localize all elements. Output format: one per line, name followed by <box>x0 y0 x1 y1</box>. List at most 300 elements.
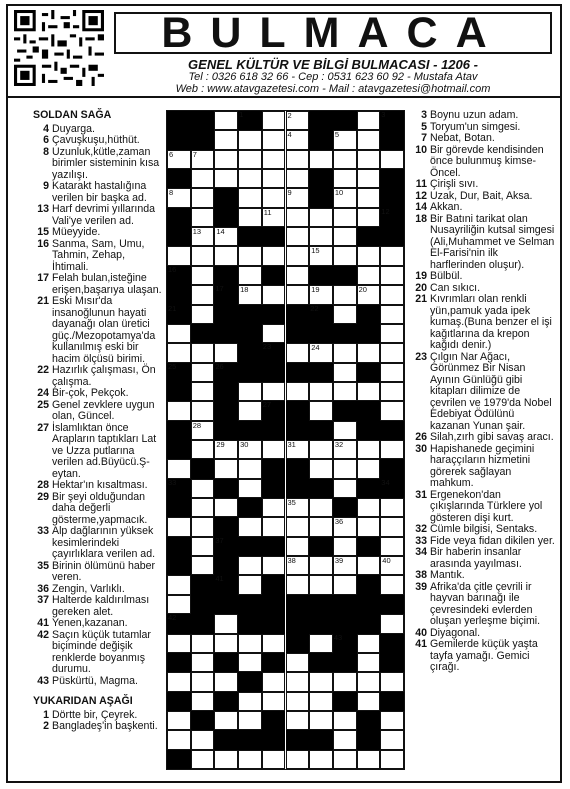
grid-cell[interactable] <box>286 440 310 459</box>
grid-cell[interactable] <box>309 517 333 536</box>
grid-cell[interactable] <box>262 440 286 459</box>
grid-cell[interactable] <box>286 188 310 207</box>
grid-black-cell <box>191 575 215 594</box>
grid-cell[interactable] <box>309 440 333 459</box>
grid-cell[interactable] <box>286 750 310 769</box>
grid-black-cell <box>262 537 286 556</box>
clue-number: 13 <box>37 203 49 215</box>
clue-item <box>33 181 163 204</box>
grid-cell[interactable] <box>262 672 286 691</box>
cell-number: 21 <box>168 303 177 313</box>
clue-text: Alp dağlarının yüksek kesimlerindeki çayırlıklara verilen ad. <box>52 525 156 560</box>
clue-text: Akkan. <box>430 201 463 213</box>
grid-cell[interactable] <box>380 246 404 265</box>
clue-text: Hazırlık çalışması, Ön çalışma. <box>52 364 156 388</box>
grid-cell[interactable] <box>238 208 262 227</box>
cell-number: 7 <box>192 149 197 159</box>
grid-black-cell <box>214 188 238 207</box>
grid-cell[interactable] <box>333 421 357 440</box>
grid-cell[interactable] <box>286 150 310 169</box>
grid-cell[interactable] <box>309 382 333 401</box>
grid-cell[interactable] <box>380 285 404 304</box>
crossword-grid <box>166 110 405 770</box>
grid-cell[interactable] <box>262 750 286 769</box>
grid-cell[interactable] <box>238 150 262 169</box>
clue-item <box>411 432 556 444</box>
grid-cell[interactable] <box>380 324 404 343</box>
grid-cell[interactable] <box>214 498 238 517</box>
grid-cell[interactable] <box>238 130 262 149</box>
grid-cell[interactable] <box>357 343 381 362</box>
grid-cell[interactable] <box>167 711 191 730</box>
grid-cell[interactable] <box>333 711 357 730</box>
grid-cell[interactable] <box>262 150 286 169</box>
grid-cell[interactable] <box>333 363 357 382</box>
grid-cell[interactable] <box>333 479 357 498</box>
grid-cell[interactable] <box>380 556 404 575</box>
grid-cell[interactable] <box>262 285 286 304</box>
grid-cell[interactable] <box>214 343 238 362</box>
grid-cell[interactable] <box>286 285 310 304</box>
grid-cell[interactable] <box>238 382 262 401</box>
grid-cell[interactable] <box>191 556 215 575</box>
grid-cell[interactable] <box>214 246 238 265</box>
clue-number: 33 <box>37 525 49 537</box>
grid-cell[interactable] <box>357 517 381 536</box>
grid-cell[interactable] <box>357 246 381 265</box>
grid-cell[interactable] <box>380 711 404 730</box>
grid-cell[interactable] <box>191 479 215 498</box>
grid-cell[interactable] <box>214 614 238 633</box>
grid-cell[interactable] <box>191 305 215 324</box>
grid-cell[interactable] <box>238 479 262 498</box>
grid-cell[interactable] <box>380 343 404 362</box>
grid-cell[interactable] <box>214 169 238 188</box>
grid-black-cell <box>309 266 333 285</box>
grid-black-cell <box>309 421 333 440</box>
grid-cell[interactable] <box>191 401 215 420</box>
clue-number: 43 <box>37 674 49 687</box>
grid-cell[interactable] <box>238 634 262 653</box>
grid-cell[interactable] <box>167 150 191 169</box>
grid-cell[interactable] <box>191 150 215 169</box>
grid-cell[interactable] <box>309 401 333 420</box>
grid-black-cell <box>167 266 191 285</box>
clue-text: Ergenekon'dan çıkışlarında Türklere yol gösteren dişi kurt. <box>430 488 543 524</box>
clue-item <box>411 145 556 180</box>
clue-number: 40 <box>415 626 427 639</box>
grid-cell[interactable] <box>380 614 404 633</box>
grid-cell[interactable] <box>191 246 215 265</box>
grid-cell[interactable] <box>191 537 215 556</box>
grid-cell[interactable] <box>262 692 286 711</box>
grid-cell[interactable] <box>333 285 357 304</box>
page-title: BULMACA <box>161 8 505 57</box>
grid-cell[interactable] <box>309 285 333 304</box>
grid-cell[interactable] <box>357 150 381 169</box>
grid-cell[interactable] <box>167 246 191 265</box>
grid-cell[interactable] <box>262 556 286 575</box>
grid-cell[interactable] <box>333 130 357 149</box>
grid-cell[interactable] <box>214 130 238 149</box>
clue-text: Eski Mısır'da insanoğlunun hayati dayanağı olan üretici güç./Mezopotamya'da kullanılmış eski bir hacim ölçüsü birimi. <box>52 295 156 365</box>
grid-cell[interactable] <box>262 382 286 401</box>
grid-black-cell <box>309 111 333 130</box>
grid-cell[interactable] <box>191 498 215 517</box>
grid-black-cell <box>214 575 238 594</box>
grid-cell[interactable] <box>357 692 381 711</box>
qr-code-icon <box>14 10 104 86</box>
grid-cell[interactable] <box>380 672 404 691</box>
grid-cell[interactable] <box>238 653 262 672</box>
clue-item <box>33 595 163 618</box>
grid-cell[interactable] <box>286 498 310 517</box>
grid-cell[interactable] <box>309 227 333 246</box>
right-clue-column <box>411 110 556 674</box>
grid-cell[interactable] <box>191 517 215 536</box>
grid-cell[interactable] <box>380 382 404 401</box>
grid-cell[interactable] <box>333 382 357 401</box>
clue-text: Zengin, Varlıklı. <box>52 582 125 595</box>
grid-cell[interactable] <box>380 575 404 594</box>
grid-cell[interactable] <box>167 401 191 420</box>
grid-black-cell <box>380 479 404 498</box>
grid-black-cell <box>167 537 191 556</box>
grid-cell[interactable] <box>191 208 215 227</box>
grid-black-cell <box>167 305 191 324</box>
grid-cell[interactable] <box>286 556 310 575</box>
clue-item <box>411 294 556 352</box>
grid-cell[interactable] <box>309 556 333 575</box>
grid-black-cell <box>191 111 215 130</box>
grid-cell[interactable] <box>286 382 310 401</box>
grid-black-cell <box>214 363 238 382</box>
grid-cell[interactable] <box>214 111 238 130</box>
grid-cell[interactable] <box>309 208 333 227</box>
grid-cell[interactable] <box>214 440 238 459</box>
grid-cell[interactable] <box>214 227 238 246</box>
grid-cell[interactable] <box>262 498 286 517</box>
clue-number: 22 <box>37 364 49 376</box>
grid-cell[interactable] <box>309 634 333 653</box>
grid-cell[interactable] <box>191 692 215 711</box>
grid-cell[interactable] <box>167 517 191 536</box>
grid-cell[interactable] <box>333 227 357 246</box>
grid-cell[interactable] <box>167 634 191 653</box>
grid-cell[interactable] <box>286 169 310 188</box>
grid-cell[interactable] <box>309 575 333 594</box>
grid-black-cell <box>357 363 381 382</box>
grid-cell[interactable] <box>380 401 404 420</box>
clue-number: 16 <box>37 237 49 250</box>
clue-item <box>33 721 163 733</box>
clue-text: Çılgın Nar Ağacı, Görünmez Bir Nisan Ayının Günlüğü gibi kitapları dilimize de çevrilen ve 1979'da Nobel Edebiyat Ödülünü kazanan Yunan şair. <box>430 350 552 432</box>
grid-black-cell <box>167 208 191 227</box>
grid-cell[interactable] <box>333 730 357 749</box>
grid-cell[interactable] <box>309 246 333 265</box>
grid-cell[interactable] <box>214 150 238 169</box>
grid-cell[interactable] <box>309 672 333 691</box>
clue-text: İslamlıktan önce Arapların taptıkları Lat ve Uzza putlarına verilen ad.Büyücü.Ş-eytan. <box>52 421 157 480</box>
grid-cell[interactable] <box>309 692 333 711</box>
grid-cell[interactable] <box>191 421 215 440</box>
grid-cell[interactable] <box>191 653 215 672</box>
grid-cell[interactable] <box>333 537 357 556</box>
grid-cell[interactable] <box>167 343 191 362</box>
grid-cell[interactable] <box>214 750 238 769</box>
grid-cell[interactable] <box>191 266 215 285</box>
grid-cell[interactable] <box>357 672 381 691</box>
grid-cell[interactable] <box>380 305 404 324</box>
grid-cell[interactable] <box>214 672 238 691</box>
grid-black-cell <box>309 130 333 149</box>
grid-cell[interactable] <box>167 595 191 614</box>
grid-black-cell <box>286 595 310 614</box>
clue-text: Afrika'da çitle çevrili ir hayvan barınağı ile çevresindeki evlerden oluşan yerleşme biçimi. <box>430 580 541 627</box>
grid-cell[interactable] <box>357 498 381 517</box>
grid-cell[interactable] <box>191 672 215 691</box>
grid-cell[interactable] <box>357 130 381 149</box>
grid-cell[interactable] <box>167 575 191 594</box>
grid-black-cell <box>238 730 262 749</box>
grid-cell[interactable] <box>262 517 286 536</box>
grid-cell[interactable] <box>380 517 404 536</box>
grid-cell[interactable] <box>333 672 357 691</box>
grid-black-cell <box>309 169 333 188</box>
cell-number: 13 <box>192 227 202 237</box>
grid-cell[interactable] <box>191 188 215 207</box>
grid-black-cell <box>309 730 333 749</box>
grid-cell[interactable] <box>380 537 404 556</box>
grid-black-cell <box>214 285 238 304</box>
grid-black-cell <box>309 595 333 614</box>
grid-cell[interactable] <box>309 150 333 169</box>
grid-cell[interactable] <box>357 556 381 575</box>
grid-cell[interactable] <box>380 150 404 169</box>
grid-black-cell <box>309 324 333 343</box>
grid-cell[interactable] <box>286 517 310 536</box>
grid-black-cell <box>262 343 286 362</box>
grid-cell[interactable] <box>357 111 381 130</box>
grid-cell[interactable] <box>214 711 238 730</box>
grid-cell[interactable] <box>167 672 191 691</box>
grid-cell[interactable] <box>309 343 333 362</box>
grid-black-cell <box>333 401 357 420</box>
grid-cell[interactable] <box>167 730 191 749</box>
grid-cell[interactable] <box>238 401 262 420</box>
grid-cell[interactable] <box>262 111 286 130</box>
grid-cell[interactable] <box>238 517 262 536</box>
grid-cell[interactable] <box>357 440 381 459</box>
grid-cell[interactable] <box>333 305 357 324</box>
grid-cell[interactable] <box>214 459 238 478</box>
grid-cell[interactable] <box>238 575 262 594</box>
grid-cell[interactable] <box>357 188 381 207</box>
grid-cell[interactable] <box>238 440 262 459</box>
grid-black-cell <box>333 266 357 285</box>
clue-item <box>33 630 163 676</box>
grid-cell[interactable] <box>191 363 215 382</box>
clue-text: Çirişli sıvı. <box>430 178 479 190</box>
grid-cell[interactable] <box>191 440 215 459</box>
cell-number: 15 <box>311 246 320 256</box>
grid-cell[interactable] <box>262 169 286 188</box>
grid-black-cell <box>238 324 262 343</box>
grid-black-cell <box>357 711 381 730</box>
grid-cell[interactable] <box>333 459 357 478</box>
grid-cell[interactable] <box>333 556 357 575</box>
grid-cell[interactable] <box>286 266 310 285</box>
grid-cell[interactable] <box>357 750 381 769</box>
grid-cell[interactable] <box>191 169 215 188</box>
grid-cell[interactable] <box>380 730 404 749</box>
grid-cell[interactable] <box>357 634 381 653</box>
grid-cell[interactable] <box>167 324 191 343</box>
grid-cell[interactable] <box>191 634 215 653</box>
grid-cell[interactable] <box>286 692 310 711</box>
grid-cell[interactable] <box>191 285 215 304</box>
clue-number: 17 <box>37 272 49 284</box>
grid-cell[interactable] <box>380 498 404 517</box>
grid-black-cell <box>214 266 238 285</box>
grid-cell[interactable] <box>167 188 191 207</box>
grid-cell[interactable] <box>309 498 333 517</box>
grid-cell[interactable] <box>286 246 310 265</box>
grid-cell[interactable] <box>333 575 357 594</box>
grid-cell[interactable] <box>286 130 310 149</box>
grid-cell[interactable] <box>262 246 286 265</box>
clue-text: Harf devrimi yıllarında Vali'ye verilen ad. <box>52 203 156 227</box>
grid-cell[interactable] <box>238 285 262 304</box>
cell-number: 17 <box>215 284 224 294</box>
grid-cell[interactable] <box>286 653 310 672</box>
grid-cell[interactable] <box>286 111 310 130</box>
clue-text: Bir Batıni tarikat olan Nusayriliğin kutsal simgesi (Ali,Muhammet ve Selman El-Farisi'nin ilk harflerinden oluşur). <box>430 212 555 271</box>
grid-black-cell <box>238 595 262 614</box>
grid-cell[interactable] <box>380 266 404 285</box>
clue-number: 15 <box>37 226 49 238</box>
clue-text: Bir haberin insanlar arasında yayılması. <box>430 546 522 570</box>
grid-cell[interactable] <box>238 266 262 285</box>
grid-cell[interactable] <box>333 750 357 769</box>
cell-number: 34 <box>381 477 390 487</box>
grid-cell[interactable] <box>333 188 357 207</box>
grid-cell[interactable] <box>357 266 381 285</box>
grid-cell[interactable] <box>357 653 381 672</box>
grid-black-cell <box>286 363 310 382</box>
grid-black-cell <box>214 479 238 498</box>
grid-cell[interactable] <box>238 188 262 207</box>
grid-cell[interactable] <box>262 130 286 149</box>
grid-black-cell <box>167 750 191 769</box>
grid-cell[interactable] <box>262 634 286 653</box>
grid-cell[interactable] <box>333 440 357 459</box>
grid-cell[interactable] <box>286 672 310 691</box>
grid-cell[interactable] <box>380 440 404 459</box>
clue-number: 1 <box>43 708 49 721</box>
grid-cell[interactable] <box>191 750 215 769</box>
clue-text: Kıvrımları olan renkli yün,pamuk yada ipek kumaş.(Buna benzer el işi kağıtlarına da krepon kağıdı denir.) <box>430 293 552 351</box>
clue-number: 39 <box>415 580 427 593</box>
clue-number: 19 <box>415 270 427 282</box>
grid-cell[interactable] <box>357 285 381 304</box>
grid-cell[interactable] <box>357 459 381 478</box>
grid-cell[interactable] <box>238 750 262 769</box>
grid-cell[interactable] <box>333 150 357 169</box>
grid-cell[interactable] <box>214 634 238 653</box>
cell-number: 18 <box>240 285 249 295</box>
grid-black-cell <box>214 517 238 536</box>
grid-cell[interactable] <box>286 227 310 246</box>
clue-text: Hektar'ın kısaltması. <box>52 479 148 491</box>
grid-cell[interactable] <box>238 246 262 265</box>
clue-number: 11 <box>415 178 427 190</box>
clue-text: Cümle bilgisi, Sentaks. <box>430 523 538 535</box>
grid-cell[interactable] <box>333 169 357 188</box>
grid-black-cell <box>167 363 191 382</box>
grid-cell[interactable] <box>191 227 215 246</box>
grid-cell[interactable] <box>238 556 262 575</box>
grid-black-cell <box>333 692 357 711</box>
grid-cell[interactable] <box>238 459 262 478</box>
grid-cell[interactable] <box>191 730 215 749</box>
grid-black-cell <box>262 730 286 749</box>
grid-cell[interactable] <box>357 169 381 188</box>
grid-cell[interactable] <box>167 459 191 478</box>
down-clue-list-left <box>33 710 163 733</box>
cell-number: 12 <box>381 206 390 216</box>
grid-cell[interactable] <box>286 537 310 556</box>
grid-cell[interactable] <box>262 324 286 343</box>
grid-cell[interactable] <box>262 188 286 207</box>
grid-cell[interactable] <box>191 343 215 362</box>
grid-cell[interactable] <box>309 711 333 730</box>
grid-cell[interactable] <box>357 382 381 401</box>
grid-cell[interactable] <box>238 169 262 188</box>
grid-cell[interactable] <box>380 750 404 769</box>
clue-text: Bir-çok, Pekçok. <box>52 387 129 399</box>
grid-cell[interactable] <box>333 208 357 227</box>
clue-item <box>411 271 556 283</box>
grid-cell[interactable] <box>191 382 215 401</box>
grid-black-cell <box>333 595 357 614</box>
clue-text: Uzunluk,kütle,zaman birimler sisteminin kısa yazılışı. <box>52 145 160 181</box>
grid-cell[interactable] <box>286 208 310 227</box>
grid-cell[interactable] <box>333 343 357 362</box>
grid-cell[interactable] <box>238 692 262 711</box>
grid-cell[interactable] <box>262 208 286 227</box>
grid-cell[interactable] <box>333 246 357 265</box>
grid-cell[interactable] <box>238 711 262 730</box>
clue-number: 41 <box>37 617 49 629</box>
grid-cell[interactable] <box>380 363 404 382</box>
grid-cell[interactable] <box>286 343 310 362</box>
grid-cell[interactable] <box>309 459 333 478</box>
title-box <box>114 8 552 57</box>
grid-black-cell <box>214 595 238 614</box>
grid-black-cell <box>238 498 262 517</box>
clue-item <box>411 547 556 570</box>
clue-text: Genel zevklere uygun olan, Güncel. <box>52 398 155 422</box>
grid-cell[interactable] <box>309 750 333 769</box>
cell-number: 37 <box>215 535 224 545</box>
grid-cell[interactable] <box>333 517 357 536</box>
grid-cell[interactable] <box>286 575 310 594</box>
grid-black-cell <box>191 459 215 478</box>
clue-item <box>33 400 163 423</box>
grid-cell[interactable] <box>357 208 381 227</box>
grid-cell[interactable] <box>286 711 310 730</box>
